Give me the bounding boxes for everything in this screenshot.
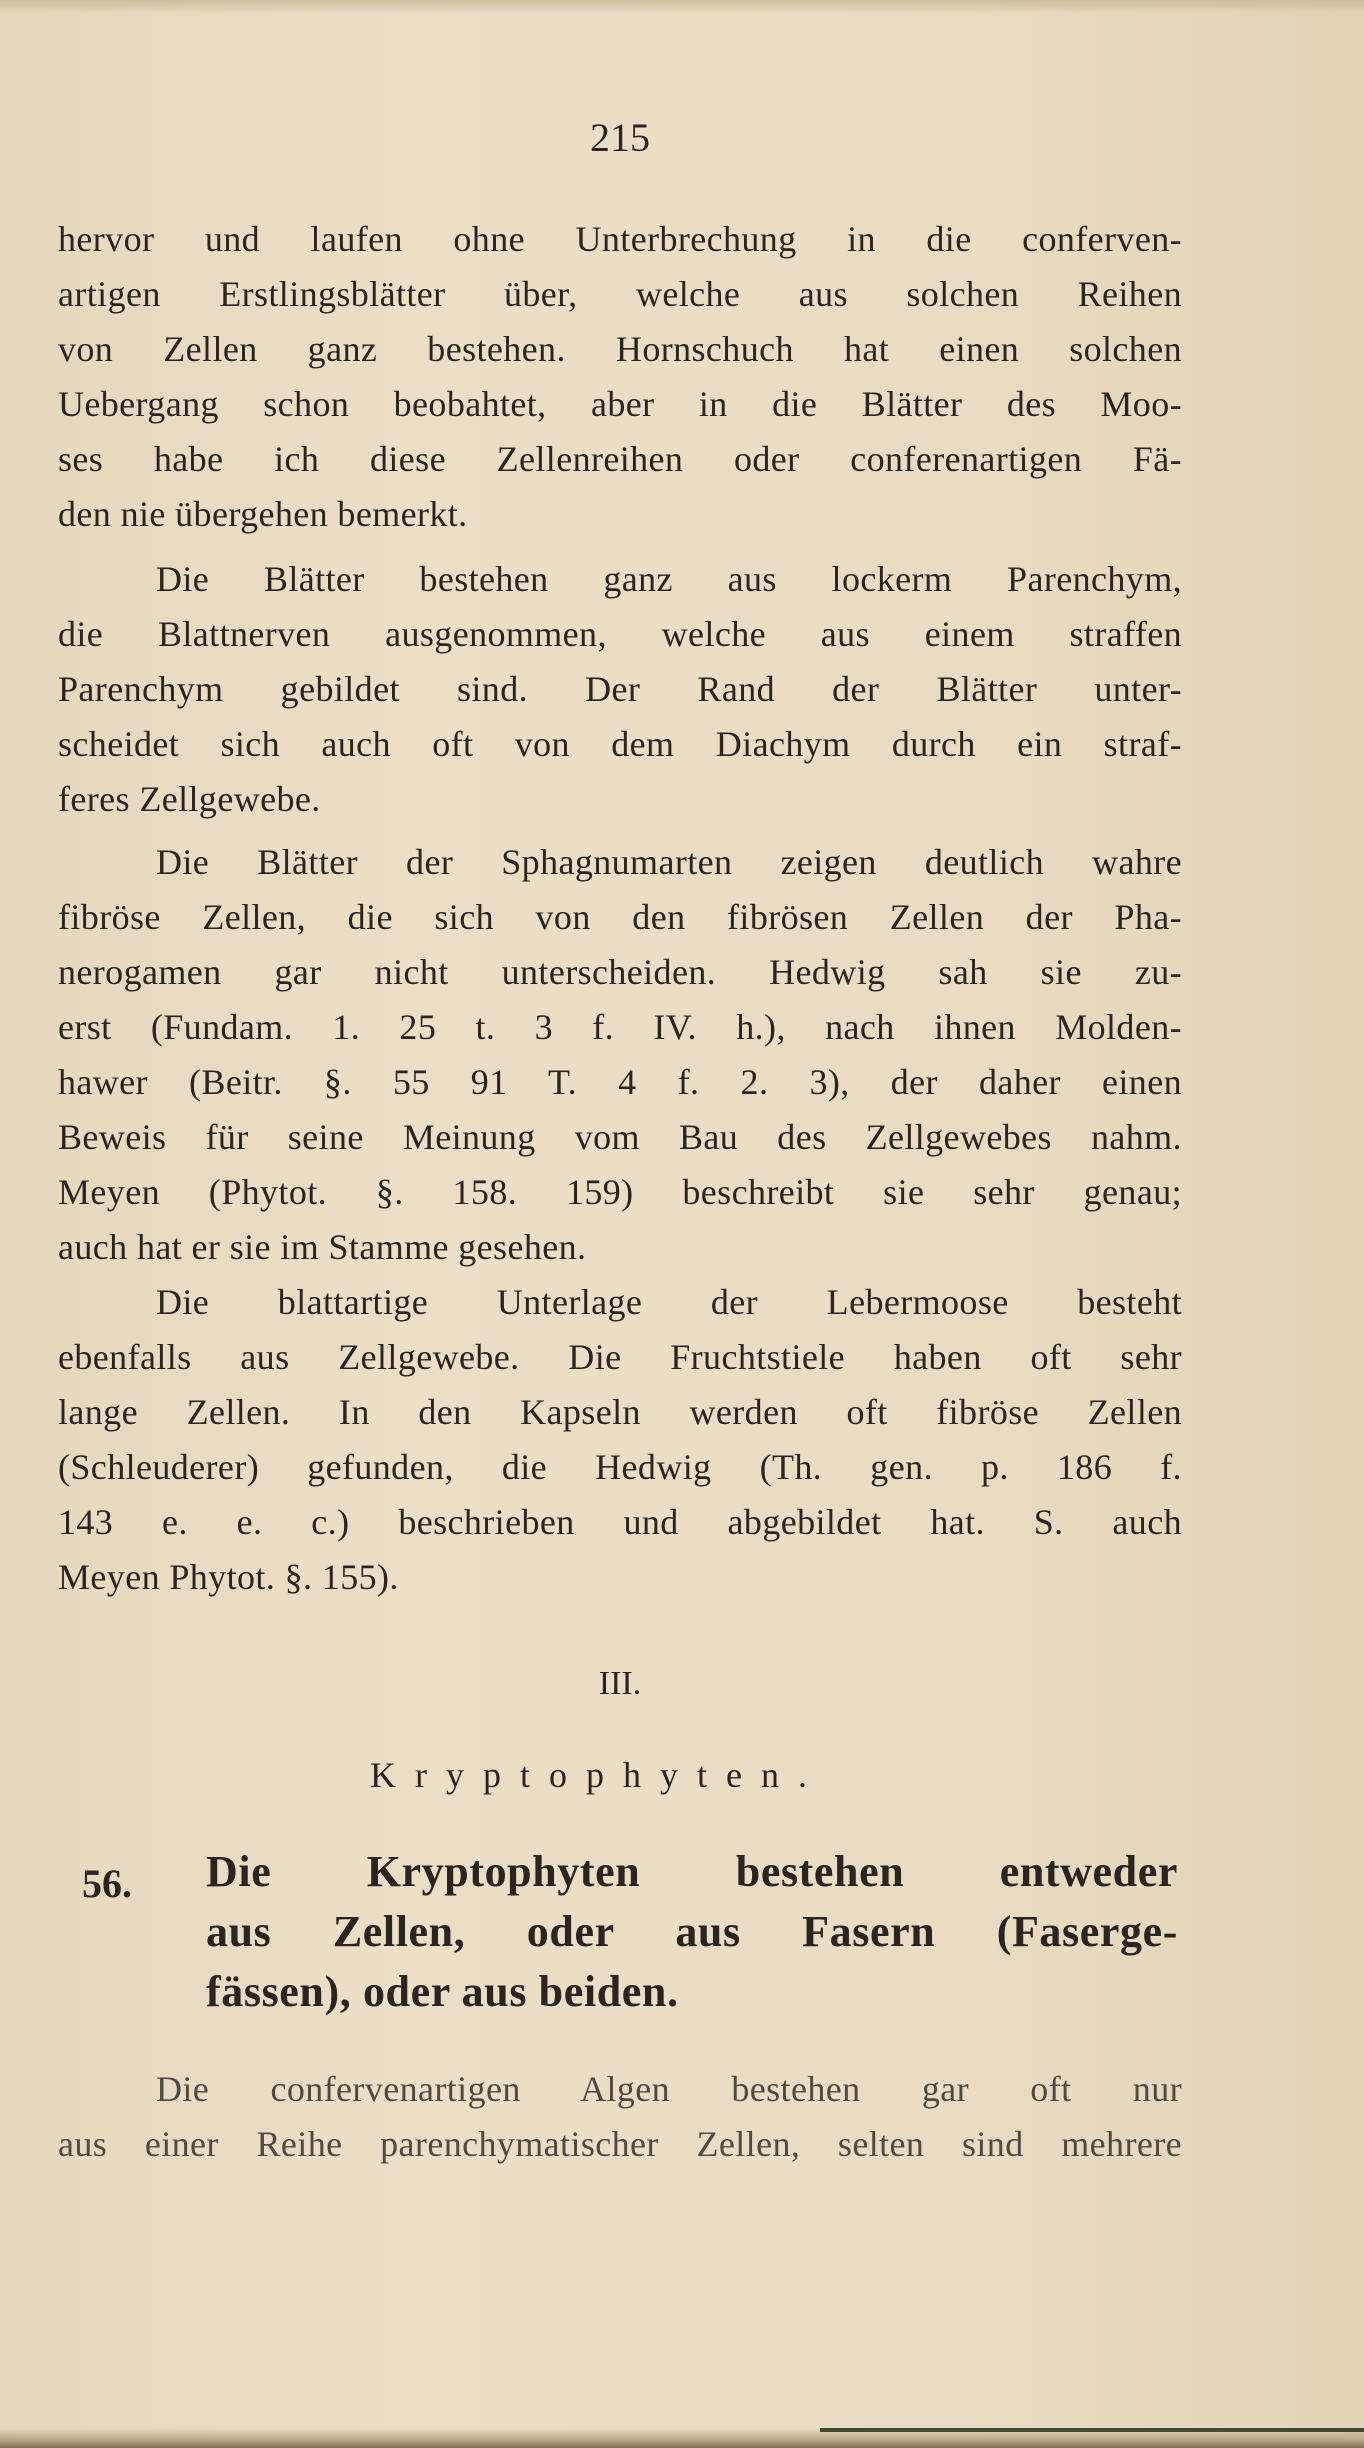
- section-title: Kryptophyten.: [370, 1755, 826, 1795]
- binding-line: [820, 2428, 1364, 2432]
- text-line: Die Blätter der Sphagnumarten zeigen deutlich wahre: [156, 842, 1182, 882]
- thesis-number: 56.: [82, 1861, 132, 1906]
- text-line: aus einer Reihe parenchymatischer Zellen, selten sind mehrere: [58, 2124, 1182, 2164]
- text-line: von Zellen ganz bestehen. Hornschuch hat einen solchen: [58, 329, 1182, 369]
- page-number: 215: [590, 115, 650, 160]
- thesis-line: Die Kryptophyten bestehen entweder: [206, 1847, 1178, 1896]
- thesis-statement: [206, 1842, 1178, 2022]
- text-line: Parenchym gebildet sind. Der Rand der Blätter unter-: [58, 669, 1182, 709]
- text-line: lange Zellen. In den Kapseln werden oft fibröse Zellen: [58, 1392, 1182, 1432]
- text-line: Meyen Phytot. §. 155).: [58, 1557, 399, 1597]
- text-line: (Schleuderer) gefunden, die Hedwig (Th. gen. p. 186 f.: [58, 1447, 1182, 1487]
- thesis-line: fässen), oder aus beiden.: [206, 1967, 679, 2016]
- text-line: nerogamen gar nicht unterscheiden. Hedwig sah sie zu-: [58, 952, 1182, 992]
- text-line: Die Blätter bestehen ganz aus lockerm Parenchym,: [156, 559, 1182, 599]
- paragraph-1: [58, 212, 1182, 542]
- text-line: Die blattartige Unterlage der Lebermoose besteht: [156, 1282, 1182, 1322]
- text-line: fibröse Zellen, die sich von den fibrösen Zellen der Pha-: [58, 897, 1182, 937]
- text-line: ebenfalls aus Zellgewebe. Die Fruchtstiele haben oft sehr: [58, 1337, 1182, 1377]
- section-numeral: III.: [598, 1665, 642, 1702]
- text-line: die Blattnerven ausgenommen, welche aus einem straffen: [58, 614, 1182, 654]
- text-line: artigen Erstlingsblätter über, welche aus solchen Reihen: [58, 274, 1182, 314]
- text-line: hawer (Beitr. §. 55 91 T. 4 f. 2. 3), der daher einen: [58, 1062, 1182, 1102]
- paragraph-2: [58, 552, 1182, 827]
- text-line: hervor und laufen ohne Unterbrechung in die conferven-: [58, 219, 1182, 259]
- closing-paragraph: [58, 2062, 1182, 2172]
- text-line: Uebergang schon beobahtet, aber in die Blätter des Moo-: [58, 384, 1182, 424]
- text-line: den nie übergehen bemerkt.: [58, 494, 468, 534]
- text-line: feres Zellgewebe.: [58, 779, 321, 819]
- paragraph-3: [58, 835, 1182, 1275]
- text-line: Die confervenartigen Algen bestehen gar oft nur: [156, 2069, 1182, 2109]
- text-line: auch hat er sie im Stamme gesehen.: [58, 1227, 587, 1267]
- text-line: Beweis für seine Meinung vom Bau des Zellgewebes nahm.: [58, 1117, 1182, 1157]
- text-line: Meyen (Phytot. §. 158. 159) beschreibt sie sehr genau;: [58, 1172, 1182, 1212]
- text-line: 143 e. e. c.) beschrieben und abgebildet hat. S. auch: [58, 1502, 1182, 1542]
- text-line: ses habe ich diese Zellenreihen oder conferenartigen Fä-: [58, 439, 1182, 479]
- text-line: scheidet sich auch oft von dem Diachym durch ein straf-: [58, 724, 1182, 764]
- paragraph-4: [58, 1275, 1182, 1605]
- page-top-edge: [0, 0, 1364, 14]
- text-line: erst (Fundam. 1. 25 t. 3 f. IV. h.), nach ihnen Molden-: [58, 1007, 1182, 1047]
- thesis-line: aus Zellen, oder aus Fasern (Faserge-: [206, 1907, 1178, 1956]
